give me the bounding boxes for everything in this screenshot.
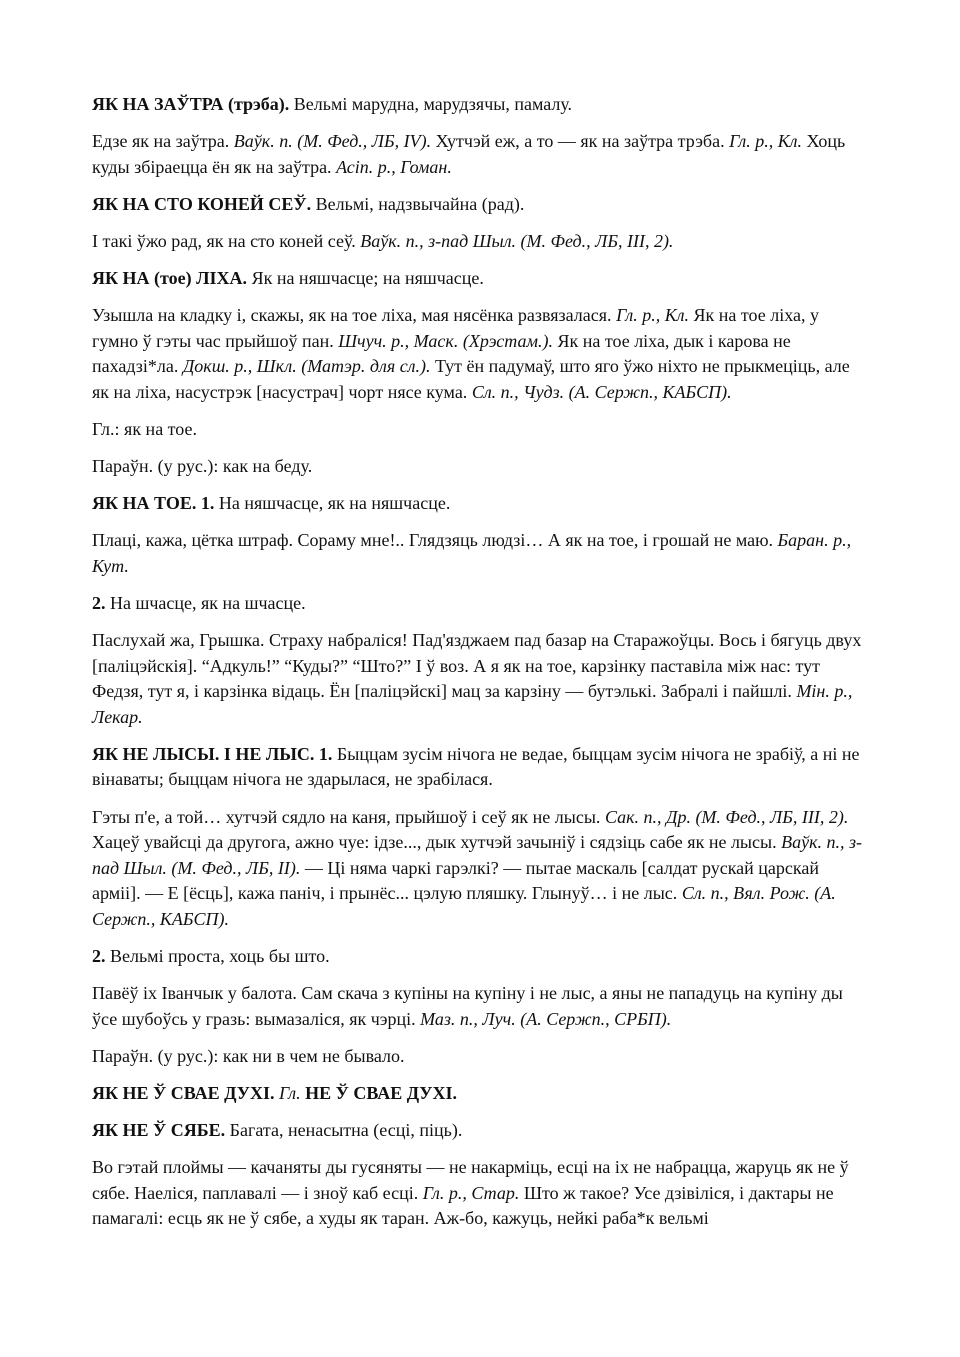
dictionary-paragraph [92,944,868,970]
entry-headword: ЯК НА (тое) ЛІХА. [92,267,248,288]
dictionary-paragraph [92,229,868,255]
dictionary-paragraph [92,454,868,480]
body-text: На няшчасце, як на няшчасце. [214,493,451,514]
dictionary-paragraph [92,528,868,579]
body-text: Як на тое ліха, дык і карова не пахадзі*ла. [92,330,791,377]
entry-headword: ЯК НА ТОЕ. 1. [92,493,215,514]
dictionary-paragraph [92,628,868,730]
dictionary-paragraph [92,192,868,218]
body-text: Гэты п'е, а той… хутчэй сядло на каня, прыйшоў і сеў як не лысы. [92,806,605,827]
body-text: Вельмі, надзвычайна (рад). [311,193,525,214]
body-text: Хутчэй еж, а то — як на заўтра трэба. [431,131,730,152]
body-text: Едзе як на заўтра. [92,131,234,152]
dictionary-paragraph [92,742,868,793]
source-citation: Маз. п., Луч. (А. Сержп., СРБП). [420,1008,672,1029]
dictionary-paragraph [92,981,868,1032]
entry-headword: НЕ Ў СВАЕ ДУХІ. [305,1082,458,1103]
source-citation: Асіп. р., Гоман. [336,156,452,177]
entry-headword: 2. [92,592,106,613]
body-text: Параўн. (у рус.): как ни в чем не бывало. [92,1045,405,1066]
body-text: Багата, ненасытна (есці, піць). [225,1120,463,1140]
dictionary-paragraph [92,303,868,405]
dictionary-paragraph [92,92,868,118]
body-text: Тут ён падумаў, што яго ўжо ніхто не прыкмеціць, але як на ліха, насустрэк [насустрач] чорт нясе кума. [92,356,850,402]
body-text: Параўн. (у рус.): как на беду. [92,456,313,477]
body-text: Як на няшчасце; на няшчасце. [247,267,484,288]
source-citation: Сак. п., Др. (М. Фед., ЛБ, III, 2). [604,806,849,827]
body-text: Вельмі марудна, марудзячы, памалу. [289,94,573,114]
body-text: Павёў іх Іванчык у балота. Сам скача з купіны на купіну і не лыс, а яны не пападуць на купіну ды ўсе шубоўсь у гразь: вымазаліся, як чэрці. [92,983,843,1029]
body-text: Паслухай жа, Грышка. Страху набраліся! Пад'язджаем пад базар на Старажоўцы. Вось і бягуць двух [паліцэйскія]. “Адкуль!” “Куды?” “Што?” І ў воз. А я як на тое, карзінку паставіла між нас: тут Федзя, тут я, і карзінка відаць. Ён [паліцэйскі] мац за карзіну — бутэлькі. Забралі і пайшлі. [92,630,862,702]
body-text: Плаці, кажа, цётка штраф. Сораму мне!.. Глядзяць людзі… А як на тое, і грошай не маю. [92,530,778,551]
dictionary-paragraph [92,1081,868,1107]
dictionary-paragraph [92,805,868,933]
source-citation: Шчуч. р., Маск. (Хрэстам.). [338,330,553,351]
source-citation: Гл. [278,1082,301,1103]
source-citation: Гл. р., Кл. [729,131,803,152]
source-citation: Ваўк. п. (М. Фед., ЛБ, IV). [233,131,432,152]
body-text: Быццам зусім нічога не ведае, быццам зусім нічога не зрабіў, а ні не вінаваты; быццам нічога не здарылася, не зрабілася. [92,743,860,790]
body-text: І такі ўжо рад, як на сто коней сеў. [92,230,361,251]
body-text: — Ці няма чаркі гарэлкі? — пытае маскаль [салдат рускай царскай арміі]. — Е [ёсць], кажа паніч, і прынёс... цэлую пляшку. Глынуў… і не лыс. [92,857,820,904]
document-page [92,92,868,1243]
body-text: Узышла на кладку і, скажы, як на тое ліха, мая нясёнка развязалася. [92,305,617,326]
dictionary-paragraph [92,1118,868,1144]
dictionary-paragraph [92,1044,868,1070]
source-citation: Сл. п., Вял. Рож. (А. Сержп., КАБСП). [92,883,836,929]
dictionary-paragraph [92,491,868,517]
body-text: Хацеў увайсці да другога, ажно чуе: ідзе..., дык хутчэй зачыніў і сядзіць сабе як не лысы. [92,832,782,853]
source-citation: Ваўк. п., з-пад Шыл. (М. Фед., ЛБ, II). [92,832,863,878]
entry-headword: ЯК НЕ Ў СЯБЕ. [92,1120,226,1140]
source-citation: Докш. р., Шкл. (Матэр. для сл.). [182,356,431,377]
body-text: Што ж такое? Усе дзівіліся, і дактары не памагалі: есць як не ў сябе, а худы як таран. Аж-бо, кажуць, нейкі раба*к вельмі [92,1182,834,1229]
dictionary-paragraph [92,417,868,443]
body-text: Вельмі проста, хоць бы што. [105,946,330,967]
source-citation: Баран. р., Кут. [92,530,852,576]
dictionary-paragraph [92,129,868,180]
source-citation: Гл. р., Стар. [422,1182,520,1203]
entry-headword: ЯК НА СТО КОНЕЙ СЕЎ. [92,193,312,214]
body-text: Як на тое ліха, у гумно ў гэты час прыйшоў пан. [92,305,819,351]
entry-headword: ЯК НЕ Ў СВАЕ ДУХІ. [92,1082,275,1103]
dictionary-paragraph [92,266,868,292]
body-text: Хоць куды збіраецца ён як на заўтра. [92,131,846,177]
entry-headword: ЯК НЕ ЛЫСЫ. І НЕ ЛЫС. 1. [92,743,333,764]
dictionary-paragraph [92,591,868,617]
body-text: Во гэтай плоймы — качаняты ды гусяняты — не накарміць, есці на іх не набрацца, жаруць як не ў сябе. Наеліся, паплавалі — і зноў каб есці. [92,1157,849,1203]
source-citation: Гл. р., Кл. [616,305,689,326]
entry-headword: ЯК НА ЗАЎТРА (трэба). [92,94,290,114]
source-citation: Сл. п., Чудз. (А. Сержп., КАБСП). [471,381,732,402]
body-text: На шчасце, як на шчасце. [105,592,306,613]
source-citation: Мін. р., Лекар. [92,681,853,727]
dictionary-paragraph [92,1155,868,1232]
body-text: Гл.: як на тое. [92,418,198,439]
source-citation: Ваўк. п., з-пад Шыл. (М. Фед., ЛБ, III, 2). [360,230,674,251]
entry-headword: 2. [92,946,106,967]
